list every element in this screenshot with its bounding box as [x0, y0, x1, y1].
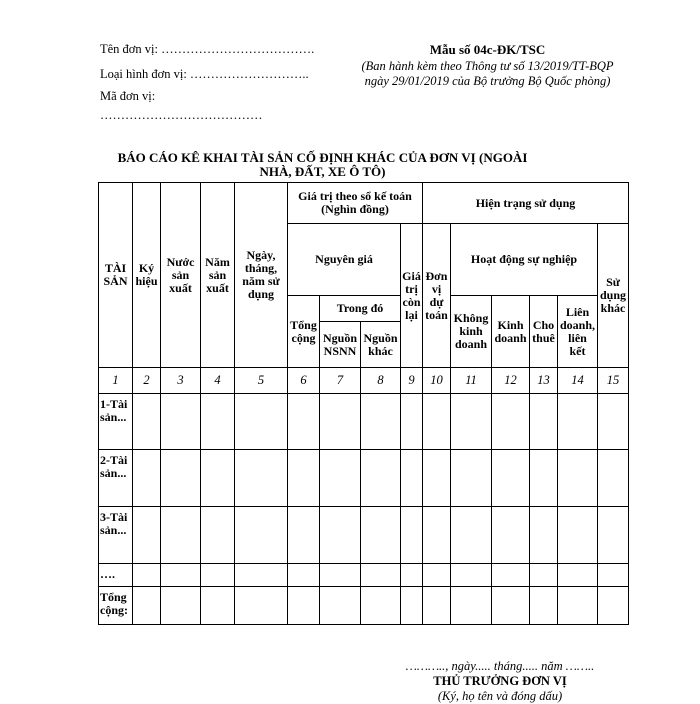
- table-row: [99, 450, 629, 507]
- signer-title: THỦ TRƯỞNG ĐƠN VỊ: [433, 674, 567, 688]
- column-number: 10: [423, 368, 451, 394]
- header-remaining: Giá trị còn lại: [401, 224, 423, 368]
- column-number: 1: [99, 368, 133, 394]
- column-number: 3: [161, 368, 201, 394]
- report-title: BÁO CÁO KÊ KHAI TÀI SẢN CỐ ĐỊNH KHÁC CỦA ĐƠN VỊ (NGOÀI NHÀ, ĐẤT, XE Ô TÔ): [117, 150, 528, 179]
- header-asset: TÀI SẢN: [99, 183, 133, 368]
- header-other-use: Sử dụng khác: [598, 224, 629, 368]
- issued-by-line2: ngày 29/01/2019 của Bộ trưởng Bộ Quốc phòng): [364, 74, 611, 88]
- column-number: 8: [361, 368, 401, 394]
- header-non-business: Không kinh doanh: [451, 296, 492, 368]
- unit-type-line: Loại hình đơn vị: ………………………..: [100, 67, 309, 81]
- column-number: 5: [235, 368, 288, 394]
- table-row: [99, 394, 629, 450]
- header-status: Hiện trạng sử dụng: [423, 183, 629, 224]
- header-country: Nước sản xuất: [161, 183, 201, 368]
- header-joint-venture: Liên doanh, liên kết: [558, 296, 598, 368]
- unit-name-line: Tên đơn vị: ……………………………….: [100, 42, 315, 56]
- row-label-total: Tổng cộng:: [99, 587, 133, 625]
- date-line: ……….., ngày..... tháng..... năm ……..: [405, 659, 595, 673]
- column-number: 9: [401, 368, 423, 394]
- header-business: Kinh doanh: [492, 296, 530, 368]
- column-number: 4: [201, 368, 235, 394]
- header-public-service: Hoạt động sự nghiệp: [451, 224, 598, 296]
- table-row: [99, 564, 629, 587]
- row-label: 1-Tài sản...: [99, 394, 133, 450]
- table-row: [99, 507, 629, 564]
- header-book-value: Giá trị theo sổ kế toán (Nghìn đồng): [288, 183, 423, 224]
- asset-report-table: [98, 182, 629, 625]
- sign-note: (Ký, họ tên và đóng dấu): [437, 689, 563, 703]
- column-number: 14: [558, 368, 598, 394]
- column-number: 6: [288, 368, 320, 394]
- table-row-total: [99, 587, 629, 625]
- row-label: ….: [99, 564, 133, 587]
- header-unit-budget: Đơn vị dự toán: [423, 224, 451, 368]
- column-number: 11: [451, 368, 492, 394]
- header-of-which: Trong đó: [320, 296, 401, 322]
- row-label: 2-Tài sản...: [99, 450, 133, 507]
- unit-code-dots: …………………………………: [100, 108, 263, 122]
- column-number: 2: [133, 368, 161, 394]
- header-date-use: Ngày, tháng, năm sử dụng: [235, 183, 288, 368]
- column-number: 12: [492, 368, 530, 394]
- row-label: 3-Tài sản...: [99, 507, 133, 564]
- column-number: 13: [530, 368, 558, 394]
- header-lease: Cho thuê: [530, 296, 558, 368]
- header-symbol: Ký hiệu: [133, 183, 161, 368]
- column-number: 15: [598, 368, 629, 394]
- header-year: Năm sản xuất: [201, 183, 235, 368]
- form-number: Mẫu số 04c-ĐK/TSC: [429, 42, 546, 57]
- column-number: 7: [320, 368, 361, 394]
- header-total: Tổng cộng: [288, 296, 320, 368]
- unit-code-label: Mã đơn vị:: [100, 89, 156, 103]
- header-nsnn: Nguồn NSNN: [320, 322, 361, 368]
- header-other-source: Nguồn khác: [361, 322, 401, 368]
- header-original-cost: Nguyên giá: [288, 224, 401, 296]
- issued-by-line1: (Ban hành kèm theo Thông tư số 13/2019/TT-BQP: [361, 59, 614, 73]
